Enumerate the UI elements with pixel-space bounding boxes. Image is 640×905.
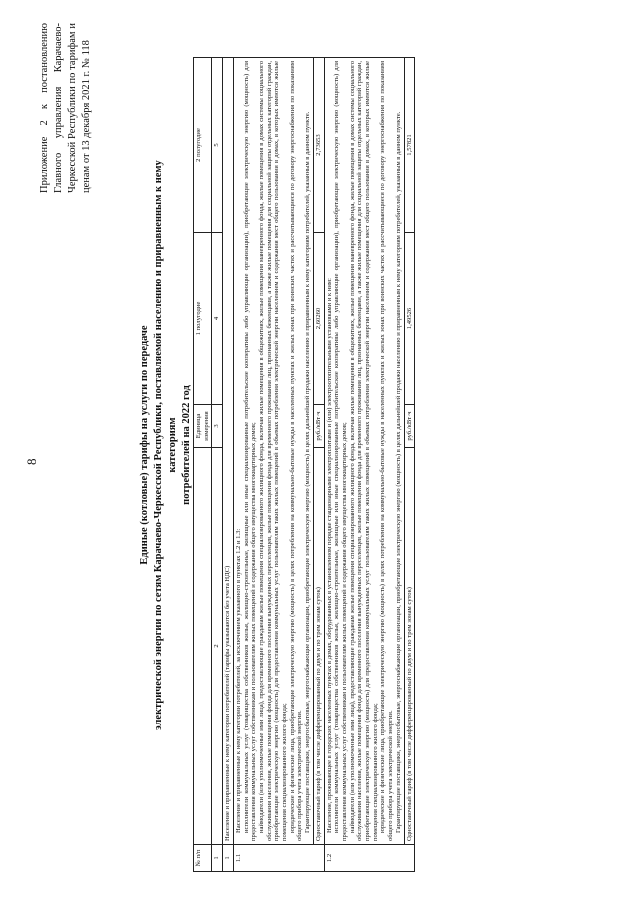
- row-1-1-tariff-half-2: 2,73653: [313, 58, 324, 233]
- row-1-2-num: 1.2: [324, 845, 415, 872]
- tariff-table: [193, 57, 415, 872]
- row-1-2-paragraph: исполнители коммунальных услуг (товарищества собственников жилья, жилищно-строительные, жилищные или иные специализированные потребительские кооперативы либо управляющие организации), приобретающие электрическую энергию (мощность) для предоставления коммунальных услуг собственникам и пользователям жилых помещений и содержания общего имущества многоквартирных домов;: [333, 61, 348, 841]
- document-title: [138, 135, 194, 755]
- col-index-4: 4: [212, 233, 223, 405]
- table-row-1-1: [233, 58, 313, 872]
- col-index-5: 5: [212, 58, 223, 233]
- row-1-1-num: 1.1: [233, 845, 324, 872]
- row-1-1-paragraph: наймодатели (или уполномоченные ими лица), предоставляющие гражданам жилые помещения специализированного жилищного фонда, включая жилые помещения в общежитиях, жилые помещения маневренного фонда, жилые помещения в домах системы социального обслуживания населения, жилые помещения фонда для временного поселения вынужденных переселенцев, жилые помещения фонда для временного проживания лиц, признанных беженцами, а также жилые помещения для социальной защиты отдельных категорий граждан, приобретающие электрическую энергию (мощность) для предоставления коммунальных услуг пользователям таких жилых помещений в объемах потребления электрической энергии населением и содержания мест общего пользования в домах, в которых имеются жилые помещения специализированного жилого фонда;: [257, 61, 289, 841]
- row-1-2-tariff-half-1: 1,49526: [404, 233, 415, 405]
- table-row-1: [223, 58, 234, 872]
- row-1-num: 1: [223, 845, 234, 872]
- title-line-3: потребителей на 2022 год: [181, 385, 192, 505]
- row-1-1-tariff-half-1: 2,60260: [313, 233, 324, 405]
- table-row-1-2-tariff: [404, 58, 415, 872]
- row-1-2-unit: руб./кВт·ч: [404, 405, 415, 448]
- table-header-row: [194, 58, 212, 872]
- row-1-1-tariff-label: Одноставочный тариф (в том числе дифференцированный по двум и по трем зонам суток): [313, 448, 324, 845]
- row-1-2-paragraph: наймодатели (или уполномоченные ими лица), предоставляющие гражданам жилые помещения специализированного жилищного фонда, включая жилые помещения в общежитиях, жилые помещения маневренного фонда, жилые помещения в домах системы социального обслуживания населения, жилые помещения фонда для временного поселения вынужденных переселенцев, жилые помещения фонда для временного проживания лиц, признанных беженцами, а также жилые помещения для социальной защиты отдельных категорий граждан, приобретающие электрическую энергию (мощность) для предоставления коммунальных услуг пользователям таких жилых помещений в объемах потребления электрической энергии населением и содержания мест общего пользования в домах, в которых имеются жилые помещения специализированного жилого фонда;: [348, 61, 379, 841]
- col-index-2: 2: [212, 448, 223, 845]
- appendix-note: Приложение 2 к постановлению Главного управления Карачаево-Черкесской Республики по тарифам и ценам от 13 декабря 2021 г. № 118: [39, 23, 92, 193]
- row-1-2-category-text: [324, 58, 404, 845]
- table-row-1-1-tariff: [313, 58, 324, 872]
- row-1-1-category-text: [233, 58, 313, 845]
- row-1-2-tariff-half-2: 1,57821: [404, 58, 415, 233]
- row-1-2-paragraph: Население, проживающее в городских населенных пунктах в домах, оборудованных в установленном порядке стационарными электроплитами и (или) электроотопительными установками и к ним:: [325, 278, 333, 833]
- row-1-2-paragraph: Гарантирующие поставщики, энергосбытовые, энергоснабжающие организации, приобретающие электрическую энергию (мощность) в целях дальнейшей продажи населению и приравненным к нему категориям потребителей, указанным в данном пункте.: [394, 111, 402, 833]
- col-index-1: 1: [212, 845, 223, 872]
- table-row-1-2: [324, 58, 404, 872]
- col-index-3: 3: [212, 405, 223, 448]
- title-line-2: электрической энергии по сетям Карачаево-Черкесской Республики, поставляемой населению и приравненным к нему категориям: [153, 160, 178, 730]
- header-num: № п/п: [194, 845, 212, 872]
- row-1-2-paragraph: юридические и физические лица, приобретающие электрическую энергию (мощность) в целях потребления на коммунально-бытовые нужды в населенных пунктах и жилых зонах при воинских частях и рассчитывающиеся по договору энергоснабжения по показаниям общего прибора учета электрической энергии.: [379, 61, 395, 841]
- title-line-1: Единые (котловые) тарифы на услуги по передаче: [139, 325, 150, 565]
- row-1-1-paragraph: Гарантирующие поставщики, энергосбытовые, энергоснабжающие организации, приобретающие электрическую энергию (мощность) в целях дальнейшей продажи населению и приравненным к нему категориям потребителей, указанным в данном пункте.: [304, 111, 312, 833]
- row-1-1-unit: руб./кВт·ч: [313, 405, 324, 448]
- row-1-1-paragraph: юридические и физические лица, приобретающие электрическую энергию (мощность) в целях потребления на коммунально-бытовые нужды в населенных пунктах и жилых зонах при воинских частях и рассчитывающиеся по договору энергоснабжения по показаниям общего прибора учета электрической энергии.: [288, 61, 304, 841]
- row-1-1-paragraph: исполнители коммунальных услуг (товарищества собственников жилья, жилищно-строительные, жилищные или иные специализированные потребительские кооперативы либо управляющие организации), приобретающие электрическую энергию (мощность) для предоставления коммунальных услуг собственникам и пользователям жилых помещений и содержания общего имущества многоквартирных домов;: [242, 61, 258, 841]
- header-unit: Единица измерения: [194, 405, 212, 448]
- row-1-2-tariff-label: Одноставочный тариф (в том числе дифференцированный по двум и по трем зонам суток): [404, 448, 415, 845]
- page-number: 8: [24, 458, 39, 465]
- row-1-1-paragraph: Население и приравненные к нему категории потребителей, за исключением указанного в пунктах 1.2 и 1.3:: [234, 528, 242, 833]
- header-blank: [194, 448, 212, 845]
- header-half-2: 2 полугодие: [194, 58, 212, 233]
- row-1-text: Население и приравненные к нему категории потребителей (тарифы указываются без учета НДС): [223, 58, 234, 845]
- header-half-1: 1 полугодие: [194, 233, 212, 405]
- column-index-row: [212, 58, 223, 872]
